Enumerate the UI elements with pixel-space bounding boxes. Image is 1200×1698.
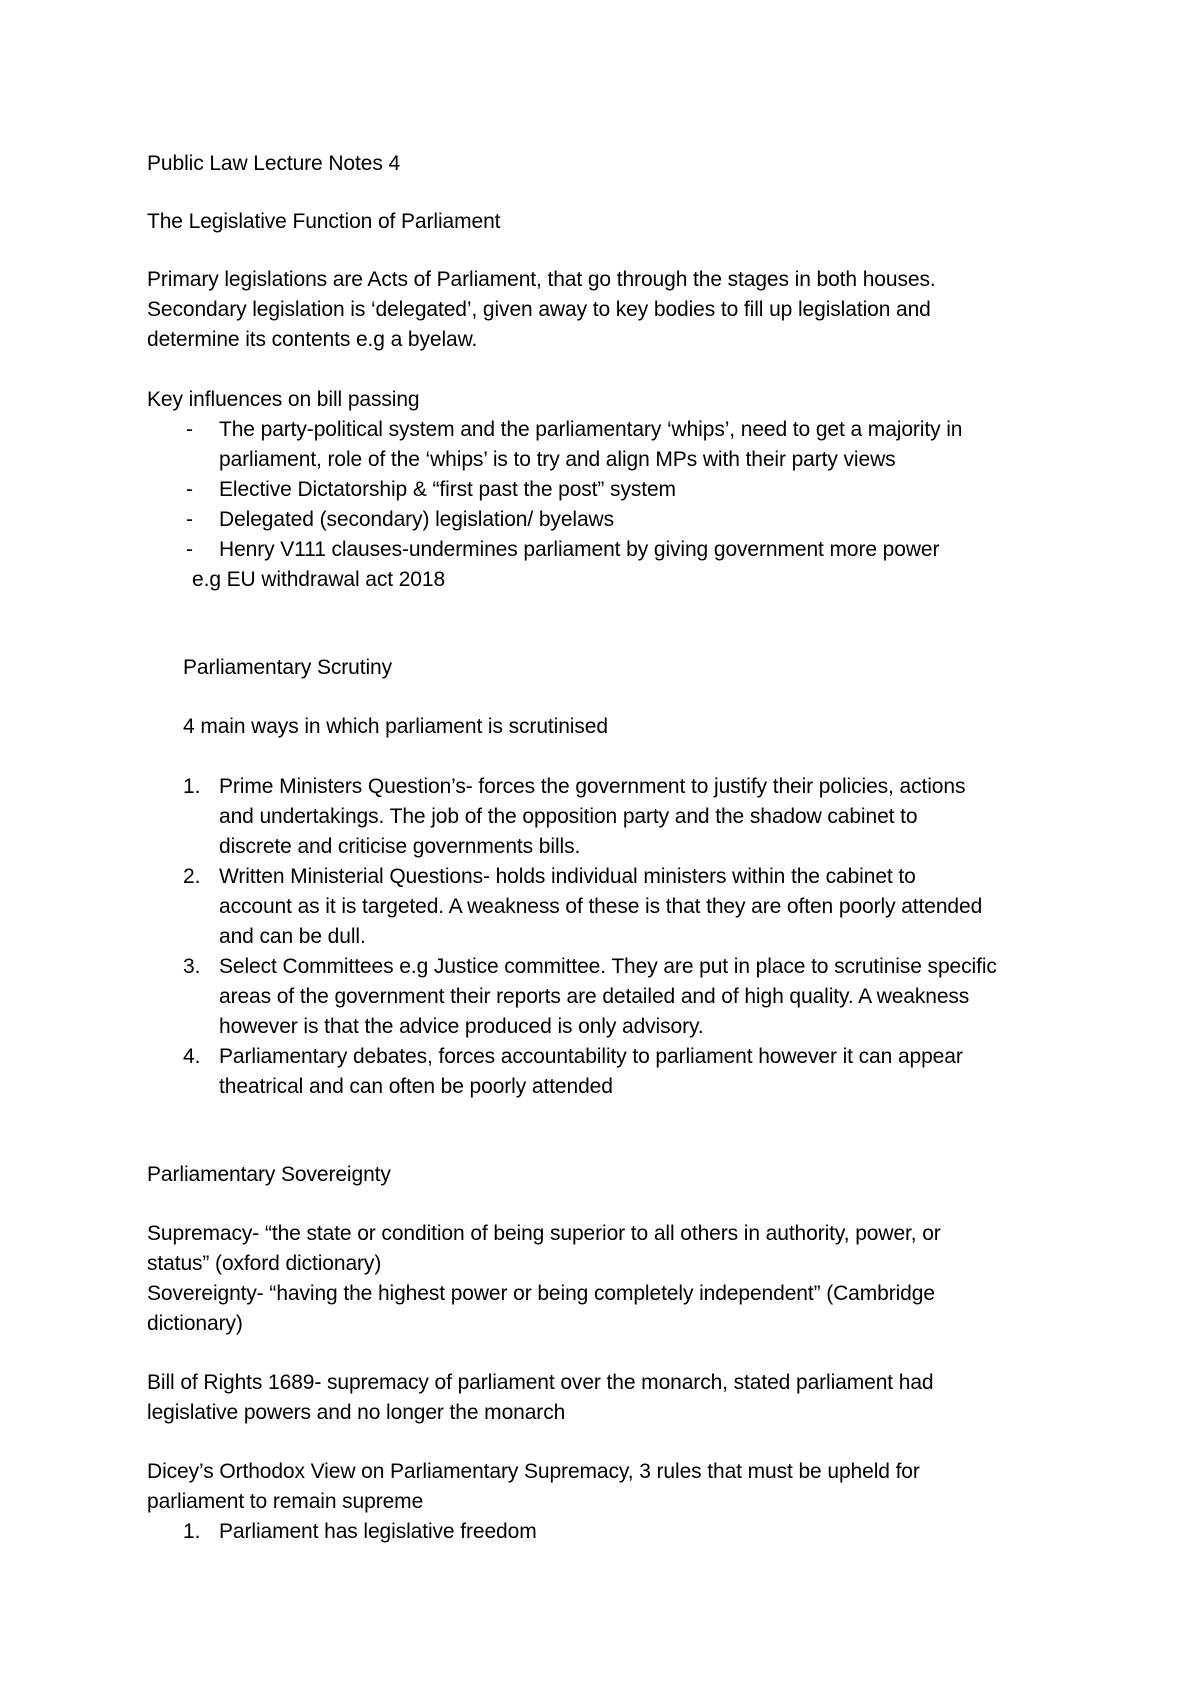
list-item-line: Written Ministerial Questions- holds individual ministers within the cabinet to <box>219 865 916 888</box>
list-item-line: however is that the advice produced is only advisory. <box>219 1015 704 1038</box>
list-item-line: theatrical and can often be poorly attended <box>219 1075 613 1098</box>
list-item-line: and undertakings. The job of the opposition party and the shadow cabinet to <box>219 805 918 828</box>
list-item-line: parliament, role of the ‘whips’ is to try and align MPs with their party views <box>219 448 896 471</box>
list-item-line: Select Committees e.g Justice committee. They are put in place to scrutinise specific <box>219 955 997 978</box>
list-number: 2. <box>183 865 201 888</box>
paragraph-line: Secondary legislation is ‘delegated’, given away to key bodies to fill up legislation and <box>147 298 931 321</box>
list-bullet: - <box>186 418 193 441</box>
paragraph-line: Sovereignty- “having the highest power or being completely independent” (Cambridge <box>147 1282 935 1305</box>
paragraph-line: dictionary) <box>147 1312 243 1335</box>
example-line: e.g EU withdrawal act 2018 <box>192 568 446 591</box>
section-heading-parliamentary-scrutiny: Parliamentary Scrutiny <box>183 656 393 679</box>
paragraph-line: Supremacy- “the state or condition of being superior to all others in authority, power, or <box>147 1222 941 1245</box>
paragraph-line: Primary legislations are Acts of Parliament, that go through the stages in both houses. <box>147 268 936 291</box>
paragraph-line: Dicey’s Orthodox View on Parliamentary Supremacy, 3 rules that must be upheld for <box>147 1460 920 1483</box>
list-item-line: Parliamentary debates, forces accountability to parliament however it can appear <box>219 1045 963 1068</box>
paragraph-line: determine its contents e.g a byelaw. <box>147 328 478 351</box>
list-item-line: areas of the government their reports are detailed and of high quality. A weakness <box>219 985 970 1008</box>
section-heading-parliamentary-sovereignty: Parliamentary Sovereignty <box>147 1163 391 1186</box>
list-item-line: account as it is targeted. A weakness of these is that they are often poorly attended <box>219 895 983 918</box>
document-title: Public Law Lecture Notes 4 <box>147 152 401 175</box>
list-item-line: Prime Ministers Question’s- forces the government to justify their policies, actions <box>219 775 966 798</box>
list-item-line: Elective Dictatorship & “first past the post” system <box>219 478 676 501</box>
section-heading-key-influences: Key influences on bill passing <box>147 388 420 411</box>
list-number: 1. <box>183 775 201 798</box>
list-item-line: and can be dull. <box>219 925 366 948</box>
list-bullet: - <box>186 478 193 501</box>
list-bullet: - <box>186 538 193 561</box>
paragraph-line: status” (oxford dictionary) <box>147 1252 382 1275</box>
list-item-line: Delegated (secondary) legislation/ byelaws <box>219 508 615 531</box>
list-number: 3. <box>183 955 201 978</box>
paragraph-line: Bill of Rights 1689- supremacy of parliament over the monarch, stated parliament had <box>147 1371 934 1394</box>
list-number: 1. <box>183 1520 201 1543</box>
scrutiny-intro: 4 main ways in which parliament is scrutinised <box>183 715 608 738</box>
section-heading-legislative-function: The Legislative Function of Parliament <box>147 210 501 233</box>
list-item-line: Parliament has legislative freedom <box>219 1520 537 1543</box>
list-item-line: Henry V111 clauses-undermines parliament by giving government more power <box>219 538 940 561</box>
list-item-line: discrete and criticise governments bills. <box>219 835 581 858</box>
list-item-line: The party-political system and the parliamentary ‘whips’, need to get a majority in <box>219 418 963 441</box>
paragraph-line: legislative powers and no longer the monarch <box>147 1401 566 1424</box>
list-bullet: - <box>186 508 193 531</box>
list-number: 4. <box>183 1045 201 1068</box>
paragraph-line: parliament to remain supreme <box>147 1490 424 1513</box>
